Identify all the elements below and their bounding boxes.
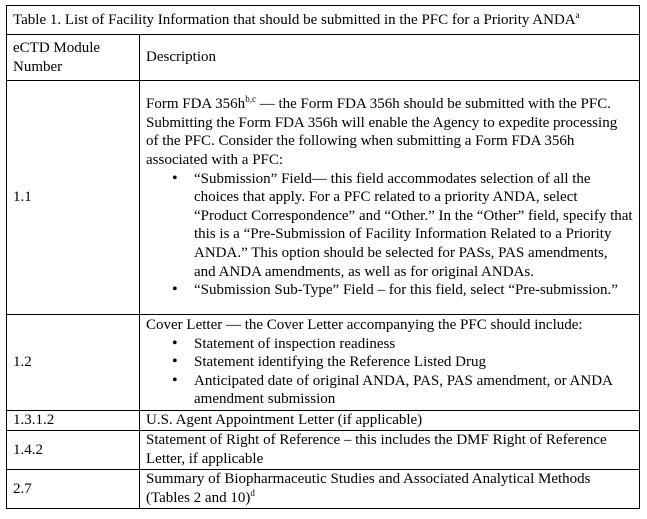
header-module-number: eCTD Module Number (7, 35, 140, 81)
description-cell (140, 81, 640, 315)
footnote-marker: a (575, 9, 580, 20)
description-intro (146, 95, 633, 169)
bullet-item: • Statement of inspection readiness (194, 335, 633, 354)
module-number-cell: 2.7 (7, 470, 140, 509)
footnote-marker: b,c (245, 94, 256, 105)
table-row (7, 315, 640, 411)
description-cell (140, 315, 640, 411)
description-cell: Statement of Right of Reference – this includes the DMF Right of Reference Letter, if applicable (140, 431, 640, 470)
document-table-container (6, 5, 640, 509)
bullet-item: • Statement identifying the Reference Listed Drug (194, 353, 633, 372)
bullet-item: • “Submission” Field— this field accommodates selection of all the choices that apply. For a PFC related to a priority ANDA, select “Product Correspondence” and “Other.” In the “Other” field, specify that this is a “Pre-Submission of Facility Information Related to a Priority ANDA.” This option should be selected for PASs, PAS amendments, and ANDA amendments, as well as for original ANDAs. (194, 170, 633, 282)
table-caption (7, 6, 640, 35)
table-header-row (7, 35, 640, 81)
module-number-cell: 1.4.2 (7, 431, 140, 470)
table-row (7, 81, 640, 315)
footnote-marker: d (250, 488, 255, 498)
table-row (7, 411, 640, 431)
description-intro: Cover Letter — the Cover Letter accompanying the PFC should include: (146, 317, 583, 334)
description-text: Summary of Biopharmaceutic Studies and Associated Analytical Methods (Tables 2 and 10) (146, 471, 591, 506)
bullet-item: • Anticipated date of original ANDA, PAS, PAS amendment, or ANDA amendment submission (194, 372, 633, 409)
description-cell (140, 470, 640, 509)
module-number-cell: 1.1 (7, 81, 140, 315)
module-number-cell: 1.2 (7, 315, 140, 411)
header-description: Description (140, 35, 640, 81)
table-row (7, 470, 640, 509)
description-text: Form FDA 356h (146, 96, 246, 113)
facility-information-table (6, 5, 640, 509)
table-row (7, 431, 640, 470)
bullet-item: • “Submission Sub-Type” Field – for this field, select “Pre-submission.” (194, 281, 633, 300)
description-text: — the Form FDA 356h should be submitted with the PFC. Submitting the Form FDA 356h will enable the Agency to expedite processing of the PFC. Consider the following when submitting a Form FDA 356h associated with a PFC: (146, 96, 618, 169)
table-caption-row (7, 6, 640, 35)
bullet-list (146, 170, 633, 300)
bullet-list (146, 335, 633, 409)
table-caption-text: Table 1. List of Facility Information that should be submitted in the PFC for a Priority ANDA (13, 11, 576, 28)
description-cell: U.S. Agent Appointment Letter (if applicable) (140, 411, 640, 431)
module-number-cell: 1.3.1.2 (7, 411, 140, 431)
